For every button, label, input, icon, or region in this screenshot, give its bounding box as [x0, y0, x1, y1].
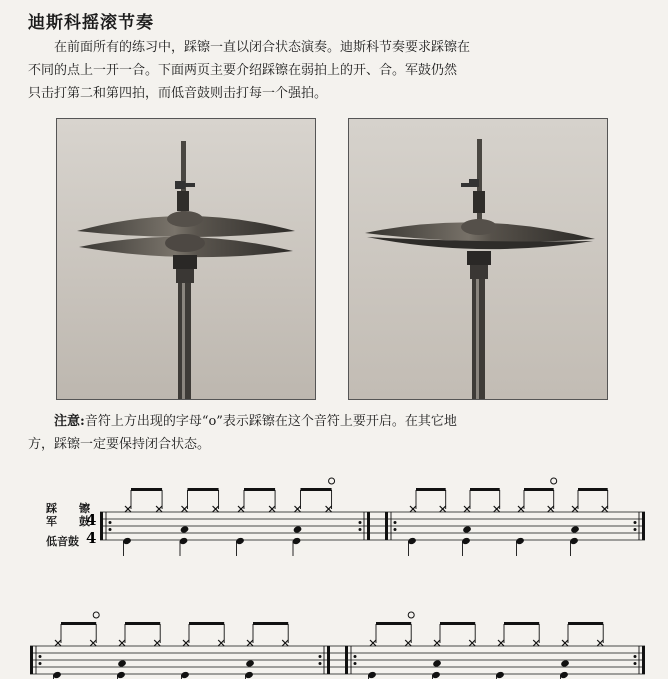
open-marker [551, 478, 557, 484]
eighth-beam [61, 622, 96, 625]
intro-line-3: 只击打第二和第四拍，而低音鼓则击打每一个强拍。 [28, 86, 328, 101]
hihat-open-photo [56, 118, 316, 400]
page-title: 迪斯科摇滚节奏 [28, 13, 154, 33]
repeat-start-thick [345, 646, 348, 674]
repeat-dot [354, 655, 357, 658]
eighth-beam [244, 488, 275, 491]
eighth-beam [416, 488, 446, 491]
time-sig-bottom: 4 [86, 529, 97, 547]
repeat-dot [109, 521, 112, 524]
time-sig-top: 4 [86, 511, 97, 529]
repeat-end-thick [327, 646, 330, 674]
open-marker [329, 478, 335, 484]
eighth-beam [578, 488, 608, 491]
intro-paragraph [28, 36, 588, 105]
snare-notehead [245, 659, 255, 667]
repeat-start-thick [30, 646, 33, 674]
eighth-beam [253, 622, 288, 625]
repeat-dot [634, 521, 637, 524]
repeat-dot [634, 528, 637, 531]
eighth-beam [524, 488, 554, 491]
repeat-dot [394, 521, 397, 524]
eighth-beam [131, 488, 162, 491]
note-label: 注意: [54, 414, 85, 429]
note-paragraph [28, 410, 588, 456]
label-bass: 低音鼓 [46, 535, 79, 548]
eighth-beam [189, 622, 224, 625]
snare-notehead [462, 525, 472, 533]
label-hihat: 踩 镲 [46, 502, 90, 515]
eighth-beam [301, 488, 332, 491]
intro-line-2: 不同的点上一开一合。下面两页主要介绍踩镲在弱拍上的开、合。军鼓仍然 [28, 63, 458, 78]
repeat-dot [359, 521, 362, 524]
label-snare: 军 鼓 [46, 515, 90, 528]
repeat-dot [319, 662, 322, 665]
open-marker [408, 612, 414, 618]
repeat-dot [634, 655, 637, 658]
repeat-dot [319, 655, 322, 658]
snare-notehead [117, 659, 127, 667]
hihat-closed-photo [348, 118, 608, 400]
repeat-dot [354, 662, 357, 665]
repeat-dot [39, 662, 42, 665]
repeat-end-thick [642, 646, 645, 674]
snare-notehead [293, 525, 303, 533]
eighth-beam [125, 622, 160, 625]
repeat-dot [394, 528, 397, 531]
note-line-2: 方，踩镲一定要保持闭合状态。 [28, 437, 211, 452]
eighth-beam [188, 488, 219, 491]
repeat-end-thick [367, 512, 370, 540]
snare-notehead [560, 659, 570, 667]
repeat-end-thick [642, 512, 645, 540]
snare-notehead [570, 525, 580, 533]
snare-notehead [432, 659, 442, 667]
intro-line-1: 在前面所有的练习中，踩镲一直以闭合状态演奏。迪斯科节奏要求踩镲在 [54, 40, 471, 55]
repeat-dot [634, 662, 637, 665]
note-line-1: 音符上方出现的字母“o”表示踩镲在这个音符上要开启。在其它地 [84, 414, 457, 429]
drum-notation [0, 470, 668, 679]
eighth-beam [504, 622, 539, 625]
repeat-dot [39, 655, 42, 658]
eighth-beam [376, 622, 411, 625]
repeat-dot [109, 528, 112, 531]
eighth-beam [440, 622, 475, 625]
repeat-start-thick [100, 512, 103, 540]
eighth-beam [568, 622, 603, 625]
repeat-dot [359, 528, 362, 531]
eighth-beam [470, 488, 500, 491]
open-marker [93, 612, 99, 618]
snare-notehead [180, 525, 190, 533]
repeat-start-thick [385, 512, 388, 540]
